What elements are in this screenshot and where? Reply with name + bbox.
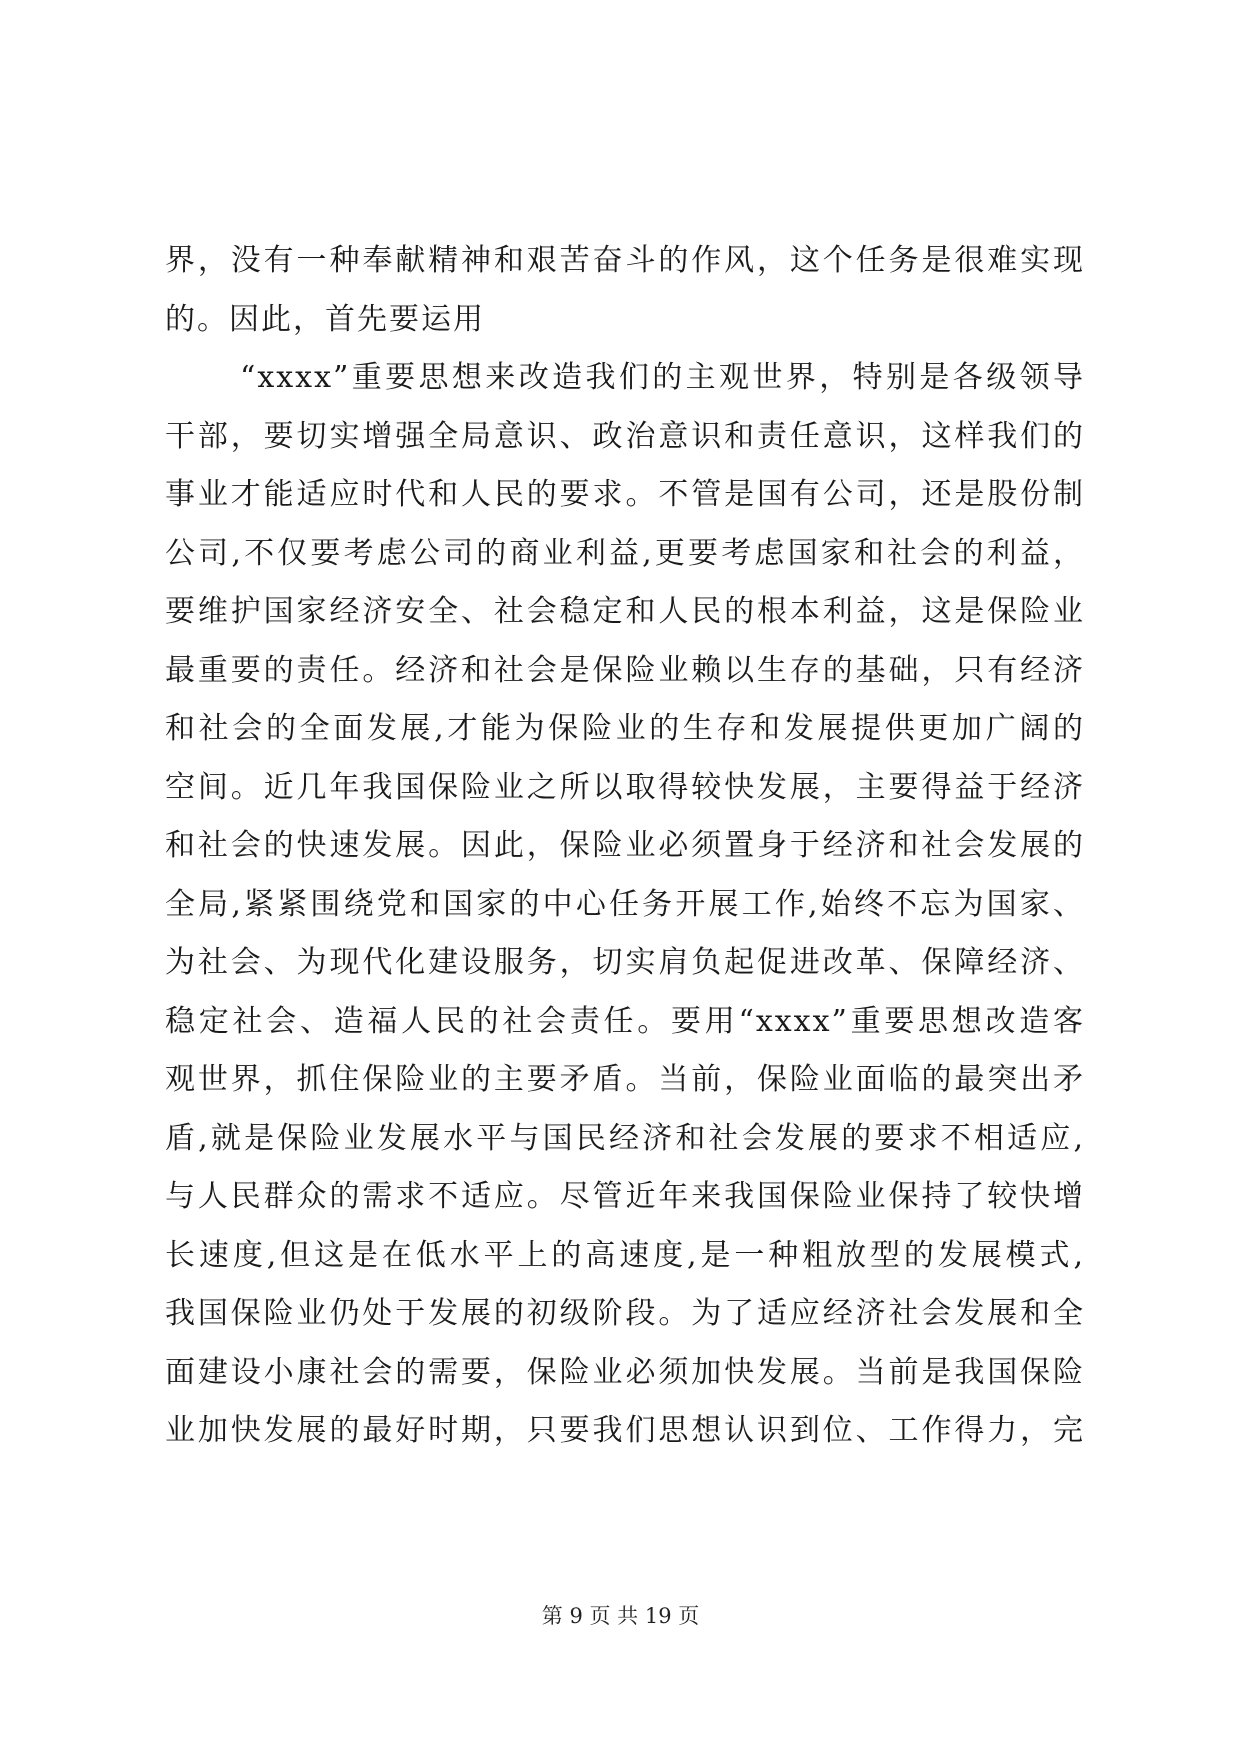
text-line: 面建设小康社会的需要，保险业必须加快发展。当前是我国保险 [165, 1354, 1085, 1390]
text-line: 盾,就是保险业发展水平与国民经济和社会发展的要求不相适应, [165, 1120, 1085, 1156]
text-line: 的。因此，首先要运用 [165, 301, 485, 337]
text-line: 为社会、为现代化建设服务，切实肩负起促进改革、保障经济、 [165, 945, 1085, 980]
text-line: 全局,紧紧围绕党和国家的中心任务开展工作,始终不忘为国家、 [165, 886, 1085, 922]
text-line: 我国保险业仍处于发展的初级阶段。为了适应经济社会发展和全 [165, 1296, 1085, 1331]
text-line: 长速度,但这是在低水平上的高速度,是一种粗放型的发展模式, [165, 1237, 1085, 1273]
text-line: “xxxx”重要思想来改造我们的主观世界，特别是各级领导 [240, 360, 1085, 395]
page-footer: 第 9 页 共 19 页 [541, 1604, 700, 1628]
text-line: 业加快发展的最好时期，只要我们思想认识到位、工作得力，完 [165, 1413, 1085, 1448]
text-line: 公司,不仅要考虑公司的商业利益,更要考虑国家和社会的利益， [165, 535, 1085, 571]
text-line: 事业才能适应时代和人民的要求。不管是国有公司，还是股份制 [165, 477, 1085, 512]
body-text [165, 232, 1085, 1461]
text-line: 最重要的责任。经济和社会是保险业赖以生存的基础，只有经济 [165, 652, 1085, 688]
text-line: 要维护国家经济安全、社会稳定和人民的根本利益，这是保险业 [165, 594, 1085, 629]
text-line: 干部，要切实增强全局意识、政治意识和责任意识，这样我们的 [165, 418, 1085, 454]
text-line: 与人民群众的需求不适应。尽管近年来我国保险业保持了较快增 [165, 1179, 1085, 1214]
text-line: 稳定社会、造福人民的社会责任。要用“xxxx”重要思想改造客 [165, 1003, 1085, 1039]
text-line: 空间。近几年我国保险业之所以取得较快发展，主要得益于经济 [165, 769, 1085, 805]
text-line: 和社会的全面发展,才能为保险业的生存和发展提供更加广阔的 [165, 711, 1085, 746]
text-line: 观世界，抓住保险业的主要矛盾。当前，保险业面临的最突出矛 [165, 1062, 1085, 1097]
text-line: 界，没有一种奉献精神和艰苦奋斗的作风，这个任务是很难实现 [165, 243, 1085, 278]
text-line: 和社会的快速发展。因此，保险业必须置身于经济和社会发展的 [165, 828, 1085, 863]
